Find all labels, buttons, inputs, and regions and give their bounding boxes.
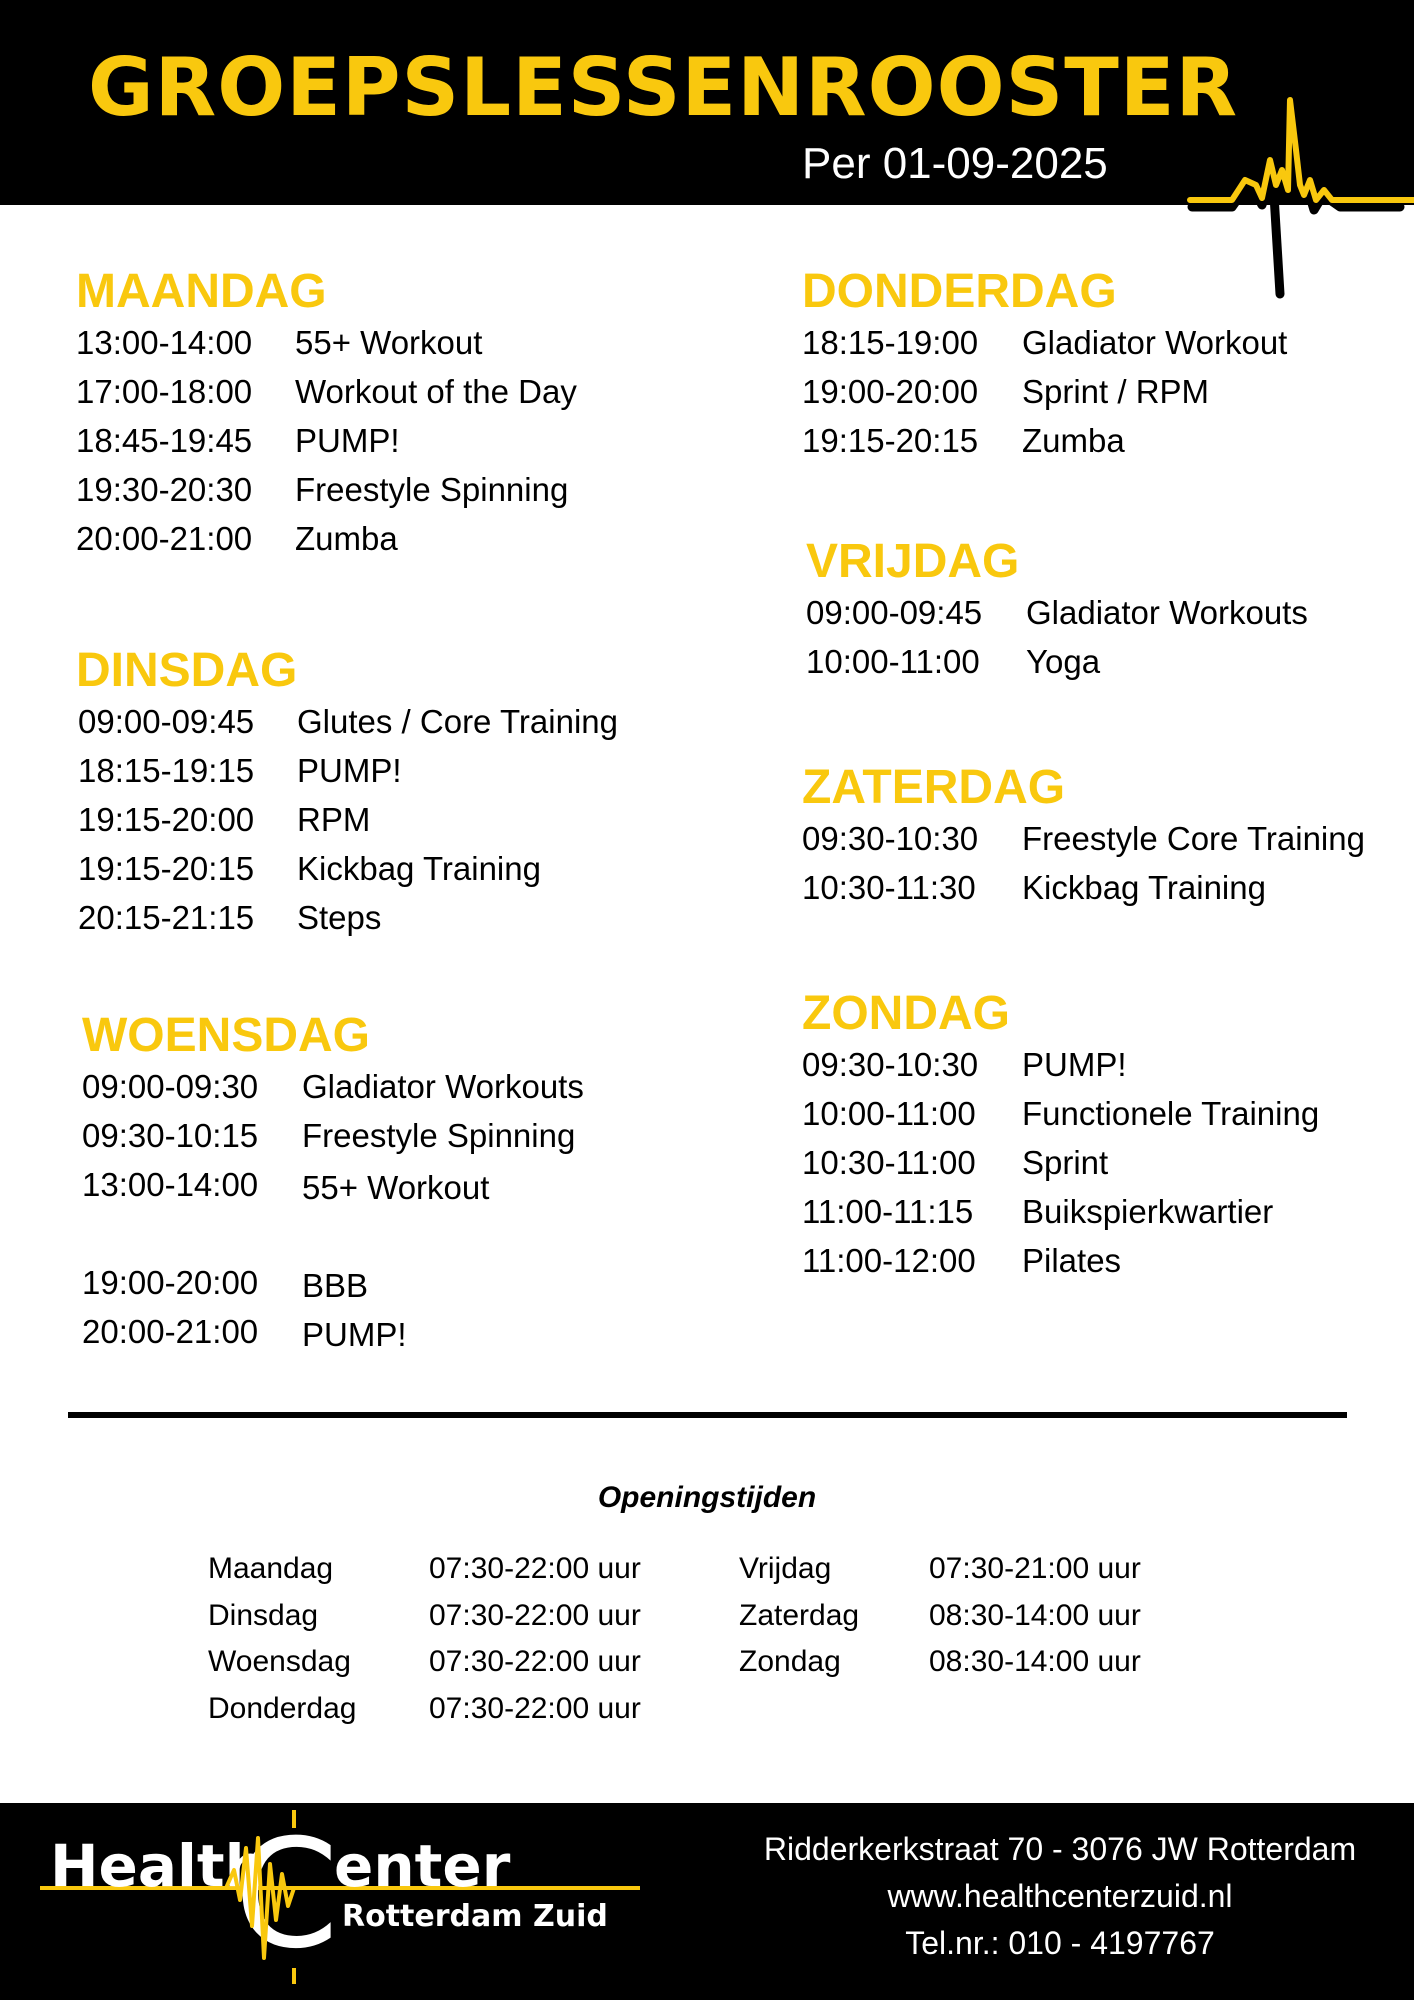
class-name: Gladiator Workouts — [1026, 594, 1308, 631]
class-time: 11:00-11:15 — [802, 1193, 974, 1230]
opening-day: Dinsdag — [208, 1598, 319, 1632]
phone-number[interactable]: Tel.nr.: 010 - 4197767 — [905, 1925, 1215, 1961]
class-name: Pilates — [1022, 1242, 1122, 1279]
class-name: 55+ Workout — [295, 324, 483, 361]
logo-letter: C — [234, 1808, 339, 1982]
class-name: Zumba — [295, 520, 398, 557]
day-block-maandag — [76, 266, 577, 563]
class-slot — [802, 814, 1365, 863]
class-slot — [76, 844, 618, 893]
class-name: Sprint / RPM — [1022, 373, 1210, 410]
class-slot — [82, 1258, 584, 1307]
class-name: 55+ Workout — [302, 1169, 490, 1206]
class-slot — [806, 637, 1308, 686]
class-name: Sprint — [1022, 1144, 1109, 1181]
opening-hours-title: Openingstijden — [597, 1481, 817, 1514]
class-name: PUMP! — [1022, 1046, 1127, 1083]
opening-day: Vrijdag — [739, 1552, 832, 1585]
class-slot — [76, 795, 618, 844]
class-time: 09:30-10:30 — [802, 820, 979, 857]
class-slot — [802, 1040, 1319, 1089]
contact-info — [730, 1826, 1390, 1967]
class-time: 09:00-09:30 — [82, 1068, 259, 1105]
class-time: 19:00-20:00 — [802, 373, 979, 410]
opening-hours-row — [739, 1593, 1141, 1640]
class-slot — [802, 318, 1287, 367]
class-time: 19:15-20:00 — [78, 801, 255, 838]
opening-day: Zondag — [739, 1645, 841, 1678]
section-divider — [68, 1412, 1347, 1418]
class-name: Workout of the Day — [295, 373, 577, 410]
class-name: Glutes / Core Training — [297, 703, 618, 740]
class-slot — [76, 416, 577, 465]
class-slot — [76, 318, 577, 367]
class-slot — [76, 367, 577, 416]
class-slot — [76, 514, 577, 563]
opening-time: 07:30-22:00 uur — [429, 1645, 641, 1678]
class-time: 17:00-18:00 — [76, 373, 253, 410]
class-slot — [806, 588, 1308, 637]
day-block-woensdag — [82, 1010, 584, 1356]
class-time: 19:15-20:15 — [78, 850, 255, 887]
day-block-donderdag — [802, 266, 1287, 465]
class-slot — [76, 465, 577, 514]
class-time: 10:30-11:30 — [802, 869, 976, 906]
class-name: PUMP! — [297, 752, 402, 789]
page-title: GROEPSLESSENROOSTER — [88, 41, 1239, 134]
class-slot — [802, 367, 1287, 416]
class-time: 09:30-10:15 — [82, 1117, 259, 1154]
class-time: 13:00-14:00 — [76, 324, 253, 361]
opening-time: 07:30-22:00 uur — [429, 1691, 641, 1725]
opening-hours-row — [739, 1546, 1141, 1593]
class-slot — [82, 1307, 584, 1356]
class-time: 13:00-14:00 — [82, 1166, 259, 1203]
class-time: 09:00-09:45 — [806, 594, 983, 631]
opening-time: 07:30-22:00 uur — [429, 1598, 641, 1632]
day-title: VRIJDAG — [806, 535, 1020, 588]
day-title: DINSDAG — [76, 644, 298, 697]
class-name: Gladiator Workout — [1022, 324, 1288, 361]
class-time: 10:00-11:00 — [806, 643, 980, 680]
opening-day: Maandag — [208, 1552, 334, 1585]
class-slot — [802, 1236, 1319, 1285]
day-title: ZONDAG — [802, 987, 1010, 1040]
class-slot — [802, 1187, 1319, 1236]
class-time: 18:15-19:00 — [802, 324, 979, 361]
day-block-zaterdag — [802, 762, 1365, 912]
day-block-zondag — [802, 988, 1319, 1285]
class-name: Freestyle Core Training — [1022, 820, 1365, 857]
opening-hours-left — [208, 1546, 641, 1732]
class-name: Kickbag Training — [1022, 869, 1266, 906]
class-time: 11:00-12:00 — [802, 1242, 976, 1279]
class-time: 09:00-09:45 — [78, 703, 255, 740]
class-name: Gladiator Workouts — [302, 1068, 584, 1105]
class-time: 10:30-11:00 — [802, 1144, 976, 1181]
logo-word-health: Health — [50, 1832, 266, 1900]
class-name: BBB — [302, 1267, 369, 1304]
effective-date: Per 01-09-2025 — [802, 139, 1108, 188]
opening-hours-row — [208, 1546, 641, 1593]
class-slot — [82, 1062, 584, 1111]
class-time: 20:00-21:00 — [76, 520, 253, 557]
class-time: 18:45-19:45 — [76, 422, 253, 459]
class-name: Freestyle Spinning — [295, 471, 569, 508]
class-slot — [76, 697, 618, 746]
class-name: PUMP! — [302, 1316, 407, 1353]
opening-time: 08:30-14:00 uur — [929, 1645, 1141, 1678]
opening-time: 07:30-21:00 uur — [929, 1552, 1141, 1585]
day-title: MAANDAG — [76, 265, 327, 318]
class-time: 19:30-20:30 — [76, 471, 253, 508]
class-name: RPM — [297, 801, 371, 838]
opening-time: 07:30-22:00 uur — [429, 1552, 641, 1585]
class-name: Functionele Training — [1022, 1095, 1320, 1132]
day-block-vrijdag — [806, 536, 1308, 686]
class-slot — [76, 893, 618, 942]
logo-word-enter: enter — [334, 1832, 511, 1900]
class-time: 10:00-11:00 — [802, 1095, 976, 1132]
health-center-logo — [36, 1808, 646, 1986]
class-slot — [82, 1160, 584, 1209]
class-name: Yoga — [1026, 643, 1101, 680]
class-slot — [76, 746, 618, 795]
class-slot — [802, 1138, 1319, 1187]
day-title: ZATERDAG — [802, 761, 1066, 814]
class-time: 20:00-21:00 — [82, 1313, 259, 1350]
day-title: WOENSDAG — [82, 1009, 370, 1062]
class-time: 19:15-20:15 — [802, 422, 979, 459]
class-name: Kickbag Training — [297, 850, 541, 887]
day-block-dinsdag — [76, 645, 618, 942]
opening-time: 08:30-14:00 uur — [929, 1598, 1141, 1632]
opening-hours-right — [739, 1546, 1141, 1686]
class-slot — [802, 416, 1287, 465]
class-name: Steps — [297, 899, 382, 936]
class-time: 18:15-19:15 — [78, 752, 255, 789]
class-name: Zumba — [1022, 422, 1125, 459]
opening-day: Zaterdag — [739, 1598, 860, 1632]
class-time: 19:00-20:00 — [82, 1264, 259, 1301]
class-name: Freestyle Spinning — [302, 1117, 576, 1154]
opening-hours-row — [739, 1639, 1141, 1686]
class-time: 09:30-10:30 — [802, 1046, 979, 1083]
opening-hours-row — [208, 1593, 641, 1640]
class-slot — [802, 1089, 1319, 1138]
website-link[interactable]: www.healthcenterzuid.nl — [887, 1878, 1233, 1914]
logo-tagline: Rotterdam Zuid — [342, 1899, 608, 1934]
class-name: Buikspierkwartier — [1022, 1193, 1274, 1230]
class-name: PUMP! — [295, 422, 400, 459]
opening-hours-row — [208, 1639, 641, 1686]
class-slot — [802, 863, 1365, 912]
opening-day: Woensdag — [208, 1645, 351, 1678]
opening-day: Donderdag — [208, 1691, 357, 1725]
class-time: 20:15-21:15 — [78, 899, 255, 936]
opening-hours-row — [208, 1686, 641, 1733]
address: Ridderkerkstraat 70 - 3076 JW Rotterdam — [763, 1831, 1357, 1867]
class-slot — [82, 1111, 584, 1160]
day-title: DONDERDAG — [802, 265, 1117, 318]
